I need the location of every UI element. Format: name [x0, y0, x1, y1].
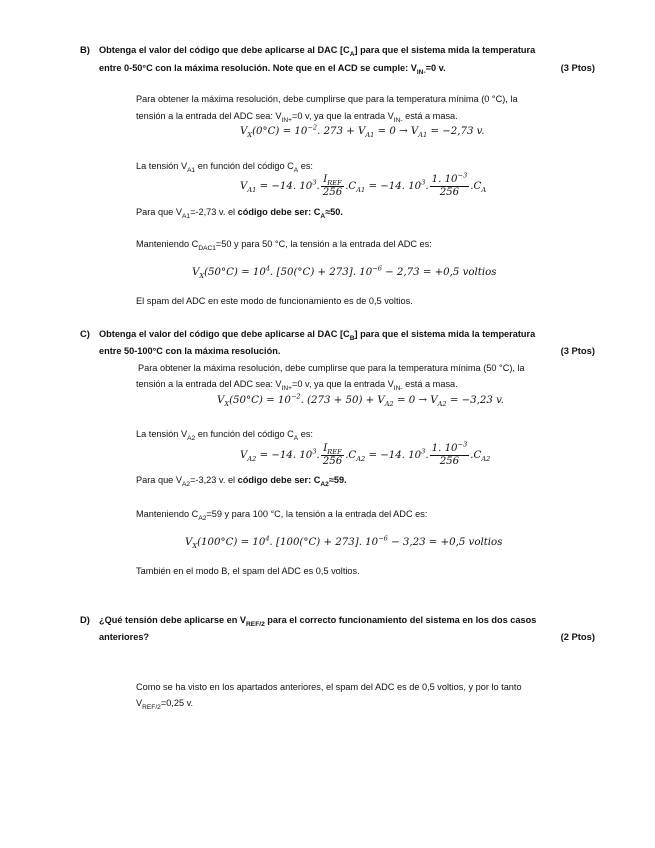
section-b-question-line2: entre 0-50°C con la máxima resolución. Note que en el ACD se cumple: $V_{IN-}=0$ v. — [99, 63, 446, 76]
section-b-para4: Manteniendo $C_{DAC1}=50$ y para 50 °C, la tensión a la entrada del ADC es: — [136, 239, 432, 252]
section-b-para3: Para que $V_{A1}=-2,73$ v. el código debe ser: $C_A\approx 50$. — [136, 207, 343, 220]
section-c-question-line1: Obtenga el valor del código que debe aplicarse al DAC $[C_B]$ para que el sistema mida la temperatura — [99, 329, 536, 342]
section-c-equation-vx100: $V_X(100^\circ C) = 10^4$. [100(°C) + 273]. $10^{-6} - 3,23 = +0,5$ voltios — [185, 534, 503, 551]
section-b-para5: El spam del ADC en este modo de funcionamiento es de 0,5 voltios. — [136, 296, 413, 306]
section-b-question-line1: Obtenga el valor del código que debe aplicarse al DAC $[C_A]$ para que el sistema mida la temperatura — [99, 45, 536, 58]
section-d-points: (2 Ptos) — [560, 631, 595, 642]
section-c-equation-vx50: $V_X(50^\circ C) = 10^{-2}$. $(273 + 50) + V_{A2} = 0 \to V_{A2} = -3,23$ v. — [217, 392, 504, 409]
section-b-points: (3 Ptos) — [560, 62, 595, 73]
section-d-question-line2: anteriores? — [99, 632, 150, 642]
section-d-question-line1: ¿Qué tensión debe aplicarse en $V_{REF/2}$ para el correcto funcionamiento del sistema en los dos casos — [99, 615, 537, 628]
section-b-equation-vx50: $V_X(50^\circ C) = 10^4$. [50(°C) + 273]. $10^{-6} - 2,73 = +0,5$ voltios — [192, 264, 497, 281]
section-b-para1-line2: tensión a la entrada del ADC sea: $V_{IN+}=0$ v, ya que la entrada $V_{IN-}$ está a masa. — [136, 111, 458, 124]
section-d-answer-line1: Como se ha visto en los apartados anteriores, el spam del ADC es de 0,5 voltios, y por lo tanto — [136, 682, 522, 692]
section-c-para1-line1: Para obtener la máxima resolución, debe cumplirse que para la temperatura mínima (50 °C), la — [138, 363, 525, 373]
section-c-para3: Para que $V_{A2}=-3,23$ v. el código debe ser: $C_{A2}\approx 59$. — [136, 475, 347, 488]
section-d-answer-line2: $V_{REF/2}=0,25$ v. — [136, 698, 194, 711]
section-c-question-line2: entre 50-100°C con la máxima resolución. — [99, 346, 281, 356]
section-b-equation-vx0: $V_X(0^\circ C) = 10^{-2}$. $273 + V_{A1} = 0 \to V_{A1} = -2,73$ v. — [240, 123, 485, 140]
section-c-para5: También en el modo B, el spam del ADC es 0,5 voltios. — [136, 566, 360, 576]
section-c-equation-va2: $V_{A2} = -14$. $10^3$. $\frac{I_{REF}}{256}$ $.C_{A2} = -14$. $10^3$. $\frac{1. 10^{-3}}{256}$ $.C_{A2}$ — [240, 440, 491, 467]
section-c-label: C) — [80, 328, 90, 339]
section-b-para1-line1: Para obtener la máxima resolución, debe cumplirse que para la temperatura mínima (0 °C), la — [136, 94, 518, 104]
section-b-label: B) — [80, 44, 90, 55]
section-c-para4: Manteniendo $C_{A2}=59$ y para 100 °C, la tensión a la entrada del ADC es: — [136, 509, 428, 522]
section-b-para2: La tensión $V_{A1}$ en función del código $C_A$ es: — [136, 161, 313, 174]
section-c-para2: La tensión $V_{A2}$ en función del código $C_A$ es: — [136, 429, 313, 442]
section-c-points: (3 Ptos) — [560, 345, 595, 356]
section-c-para1-line2: tensión a la entrada del ADC sea: $V_{IN+}=0$ v, ya que la entrada $V_{IN-}$ está a masa. — [136, 379, 458, 392]
section-b-equation-va1: $V_{A1} = -14$. $10^3$. $\frac{I_{REF}}{256}$ $.C_{A1} = -14$. $10^3$. $\frac{1. 10^{-3}}{256}$ $.C_A$ — [240, 171, 487, 198]
section-d-label: D) — [80, 614, 90, 625]
